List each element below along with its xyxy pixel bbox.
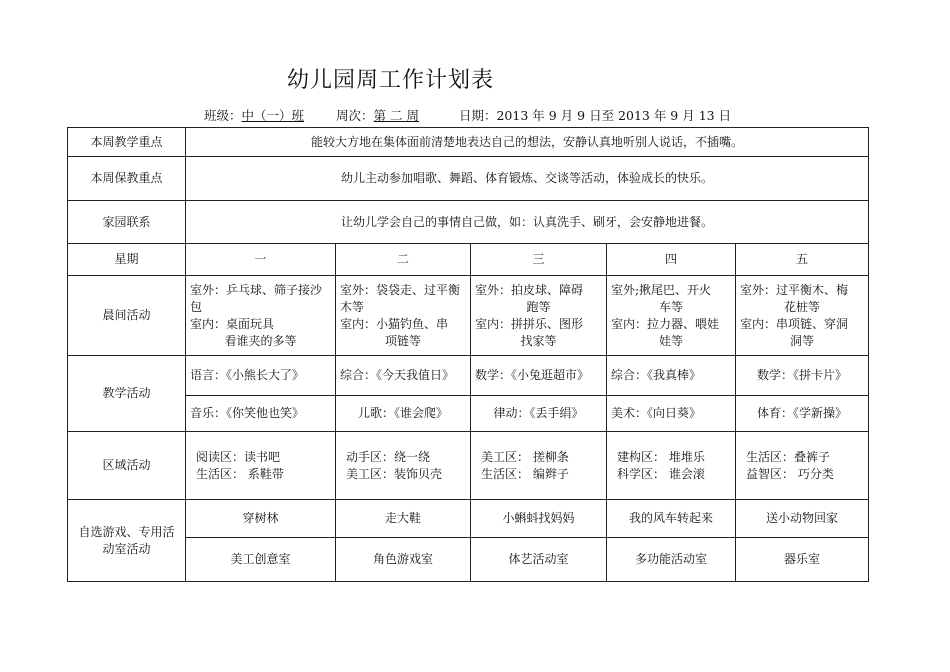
morning-cell bbox=[186, 276, 336, 356]
area-cell bbox=[607, 432, 736, 500]
morning-indoor: 室内：串项链、穿洞 bbox=[740, 316, 849, 331]
weekday-cell: 二 bbox=[336, 244, 471, 276]
area-line: 益智区： 巧分类 bbox=[746, 466, 834, 481]
morning-indoor: 室内：桌面玩具 bbox=[190, 316, 275, 331]
games-label-line2: 动室活动 bbox=[102, 541, 151, 556]
area-cell bbox=[736, 432, 869, 500]
teaching-cell: 数学：《拼卡片》 bbox=[736, 356, 869, 396]
area-cell bbox=[186, 432, 336, 500]
morning-outdoor: 室外：过平衡木、梅 bbox=[740, 282, 849, 297]
room-cell: 器乐室 bbox=[736, 538, 869, 582]
home-contact-content: 让幼儿学会自己的事情自己做，如：认真洗手、刷牙，会安静地进餐。 bbox=[186, 201, 869, 244]
morning-indoor: 室内：拼拼乐、图形 bbox=[475, 316, 584, 331]
morning-indoor: 室内：小猫钓鱼、串 bbox=[340, 316, 449, 331]
morning-outdoor: 室外：乒乓球、筛子接沙包 bbox=[190, 282, 323, 314]
area-line: 美工区： 搓柳条 bbox=[481, 449, 569, 464]
area-line: 动手区：绕一绕 bbox=[346, 449, 431, 464]
games-label-line1: 自选游戏、专用活 bbox=[78, 524, 175, 539]
morning-outdoor: 室外：袋袋走、过平衡木等 bbox=[340, 282, 461, 314]
row-teaching-focus bbox=[68, 128, 869, 157]
weekday-cell: 四 bbox=[607, 244, 736, 276]
teaching-cell: 音乐：《你笑他也笑》 bbox=[186, 396, 336, 432]
week-value: 第 二 周 bbox=[373, 108, 419, 123]
area-line: 阅读区：读书吧 bbox=[196, 449, 281, 464]
area-line: 生活区： 系鞋带 bbox=[196, 466, 284, 481]
row-games-line2 bbox=[68, 538, 869, 582]
teaching-cell: 律动：《丢手绢》 bbox=[471, 396, 607, 432]
row-care-focus bbox=[68, 157, 869, 201]
teaching-cell: 儿歌：《谁会爬》 bbox=[336, 396, 471, 432]
plan-table bbox=[67, 127, 869, 582]
date-label: 日期： bbox=[458, 108, 497, 123]
room-cell: 美工创意室 bbox=[186, 538, 336, 582]
game-cell: 小蝌蚪找妈妈 bbox=[471, 500, 607, 538]
game-cell: 我的风车转起来 bbox=[607, 500, 736, 538]
morning-indoor-cont: 洞等 bbox=[789, 333, 814, 348]
row-morning bbox=[68, 276, 869, 356]
teaching-cell: 体育：《学新操》 bbox=[736, 396, 869, 432]
morning-outdoor-cont: 花桩等 bbox=[783, 299, 820, 314]
morning-cell bbox=[471, 276, 607, 356]
morning-outdoor: 室外：拍皮球、障碍 bbox=[475, 282, 584, 297]
row-teaching-line1 bbox=[68, 356, 869, 396]
morning-cell bbox=[736, 276, 869, 356]
row-label: 星期 bbox=[68, 244, 186, 276]
weekday-cell: 五 bbox=[736, 244, 869, 276]
area-line: 生活区： 编辫子 bbox=[481, 466, 569, 481]
care-focus-content: 幼儿主动参加唱歌、舞蹈、体育锻炼、交谈等活动，体验成长的快乐。 bbox=[186, 157, 869, 201]
area-line: 生活区：叠裤子 bbox=[746, 449, 831, 464]
teaching-cell: 综合：《今天我值日》 bbox=[336, 356, 471, 396]
morning-indoor-cont: 项链等 bbox=[384, 333, 421, 348]
row-teaching-line2 bbox=[68, 396, 869, 432]
morning-indoor-cont: 娃等 bbox=[658, 333, 683, 348]
row-label: 区域活动 bbox=[68, 432, 186, 500]
row-games-line1 bbox=[68, 500, 869, 538]
class-value: 中（一）班 bbox=[241, 108, 305, 123]
teaching-cell: 数学：《小兔逛超市》 bbox=[471, 356, 607, 396]
morning-indoor-cont: 找家等 bbox=[520, 333, 557, 348]
page-title: 幼儿园周工作计划表 bbox=[287, 68, 495, 93]
morning-cell bbox=[336, 276, 471, 356]
morning-outdoor-cont: 跑等 bbox=[526, 299, 551, 314]
row-label bbox=[68, 500, 186, 582]
morning-indoor-cont: 看谁夹的多等 bbox=[224, 333, 297, 348]
row-label: 本周教学重点 bbox=[68, 128, 186, 157]
row-label: 晨间活动 bbox=[68, 276, 186, 356]
game-cell: 送小动物回家 bbox=[736, 500, 869, 538]
game-cell: 走大鞋 bbox=[336, 500, 471, 538]
teaching-cell: 语言：《小熊长大了》 bbox=[186, 356, 336, 396]
row-label: 教学活动 bbox=[68, 356, 186, 432]
area-line: 建构区： 堆堆乐 bbox=[617, 449, 705, 464]
row-label: 本周保教重点 bbox=[68, 157, 186, 201]
area-line: 科学区： 谁会滚 bbox=[617, 466, 705, 481]
morning-cell bbox=[607, 276, 736, 356]
area-cell bbox=[471, 432, 607, 500]
teaching-cell: 综合：《我真棒》 bbox=[607, 356, 736, 396]
teaching-focus-content: 能较大方地在集体面前清楚地表达自己的想法，安静认真地听别人说话，不插嘴。 bbox=[186, 128, 869, 157]
area-line: 美工区：装饰贝壳 bbox=[346, 466, 443, 481]
area-cell bbox=[336, 432, 471, 500]
class-label: 班级： bbox=[204, 108, 242, 123]
row-area bbox=[68, 432, 869, 500]
room-cell: 多功能活动室 bbox=[607, 538, 736, 582]
week-label: 周次： bbox=[336, 108, 374, 123]
room-cell: 体艺活动室 bbox=[471, 538, 607, 582]
row-home-contact bbox=[68, 201, 869, 244]
row-weekday bbox=[68, 244, 869, 276]
room-cell: 角色游戏室 bbox=[336, 538, 471, 582]
weekday-cell: 三 bbox=[471, 244, 607, 276]
teaching-cell: 美术：《向日葵》 bbox=[607, 396, 736, 432]
morning-outdoor-cont: 车等 bbox=[658, 299, 683, 314]
game-cell: 穿树林 bbox=[186, 500, 336, 538]
morning-outdoor: 室外;揪尾巴、开火 bbox=[611, 282, 712, 297]
weekday-cell: 一 bbox=[186, 244, 336, 276]
row-label: 家园联系 bbox=[68, 201, 186, 244]
morning-indoor: 室内：拉力器、喂娃 bbox=[611, 316, 720, 331]
date-value: 2013 年 9 月 9 日至 2013 年 9 月 13 日 bbox=[496, 108, 732, 123]
meta-line bbox=[204, 106, 731, 124]
